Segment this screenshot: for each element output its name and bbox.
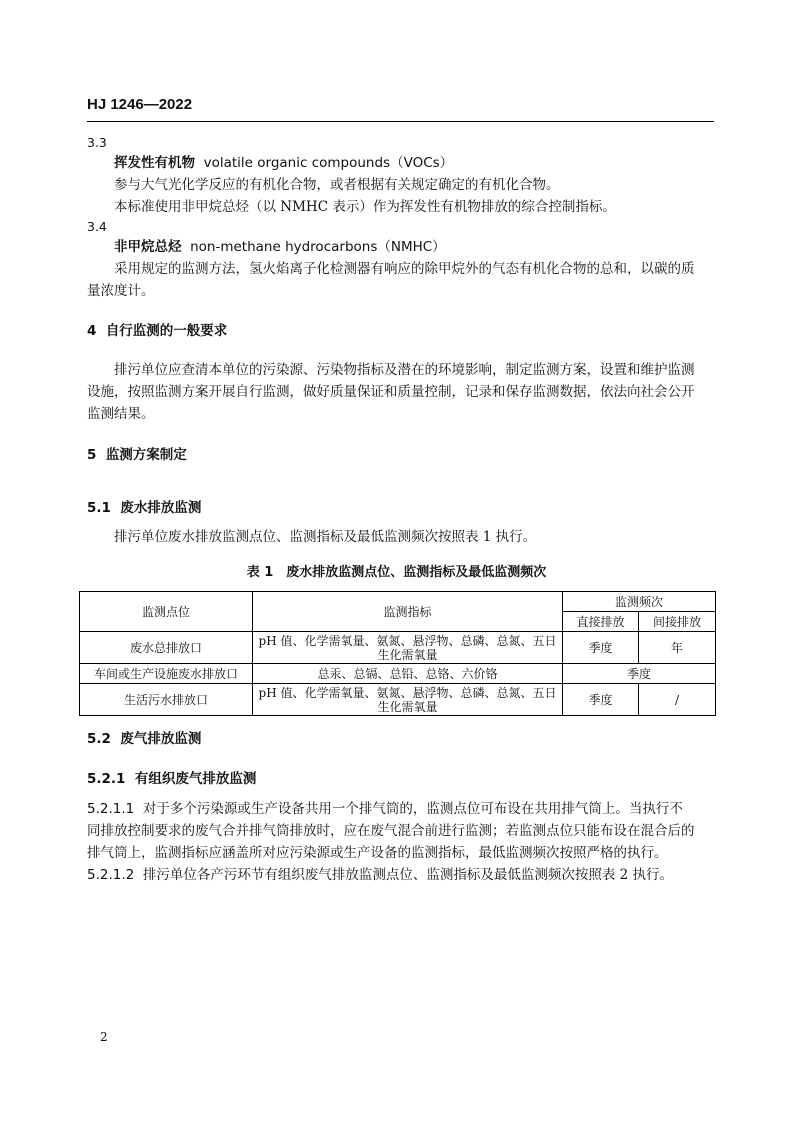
section-5-1-body: 排污单位废水排放监测点位、监测指标及最低监测频次按照表 1 执行。 <box>114 529 537 545</box>
table-cell-direct: 季度 <box>563 684 639 716</box>
term-3-4-number: 3.4 <box>87 219 107 234</box>
section-5-2-title: 废气排放监测 <box>120 731 202 747</box>
standard-code: HJ 1246—2022 <box>87 96 193 113</box>
section-4-line2: 设施，按照监测方案开展自行监测，做好质量保证和质量控制，记录和保存监测数据，依法向社会公开 <box>87 384 695 400</box>
section-5-2-1-title: 有组织废气排放监测 <box>134 771 257 787</box>
table-cell-indicator <box>253 684 563 716</box>
section-4-number: 4 <box>87 323 97 339</box>
page-number: 2 <box>100 1030 108 1044</box>
table-header-direct: 直接排放 <box>563 612 639 632</box>
table-cell-indicator <box>253 632 563 664</box>
indicator-line2: 生化需氧量 <box>377 699 438 714</box>
section-5-2-number: 5.2 <box>87 731 111 747</box>
section-5-heading <box>87 444 187 466</box>
term-3-4-definition-line1: 采用规定的监测方法，氢火焰离子化检测器有响应的除甲烷外的气态有机化合物的总和，以碳的质 <box>114 261 695 277</box>
term-3-4-title <box>114 236 446 258</box>
table-cell-direct: 季度 <box>563 632 639 664</box>
clause-5-2-1-2 <box>87 864 673 886</box>
clause-5-2-1-1-text1: 对于多个污染源或生产设备共用一个排气筒的，监测点位可布设在共用排气筒上。当执行不 <box>142 801 683 817</box>
table-row <box>80 664 716 684</box>
term-3-3-title-en: volatile organic compounds（VOCs） <box>203 155 454 171</box>
term-3-3-note: 本标准使用非甲烷总烃（以 NMHC 表示）作为挥发性有机物排放的综合控制指标。 <box>114 199 616 215</box>
table-cell-indirect: 年 <box>639 632 716 664</box>
clause-5-2-1-2-text: 排污单位各产污环节有组织废气排放监测点位、监测指标及最低监测频次按照表 2 执行。 <box>142 867 673 883</box>
header-rule <box>87 121 714 122</box>
table-header-indicator: 监测指标 <box>253 592 563 632</box>
table-cell-point: 生活污水排放口 <box>80 684 253 716</box>
table-row <box>80 632 716 664</box>
term-3-3-title-cn: 挥发性有机物 <box>114 155 195 171</box>
term-3-3-number: 3.3 <box>87 135 107 150</box>
clause-5-2-1-1-line3: 排气筒上，监测指标应涵盖所对应污染源或生产设备的监测指标，最低监测频次按照严格的执行。 <box>87 845 668 861</box>
term-3-3-title <box>114 152 453 174</box>
indicator-line2: 生化需氧量 <box>377 647 438 662</box>
table-1-caption: 表 1 废水排放监测点位、监测指标及最低监测频次 <box>246 565 547 580</box>
clause-5-2-1-2-number: 5.2.1.2 <box>87 867 135 883</box>
table-cell-indicator: 总汞、总镉、总铅、总铬、六价铬 <box>253 664 563 684</box>
table-header-frequency: 监测频次 <box>563 592 716 612</box>
term-3-3-definition: 参与大气光化学反应的有机化合物，或者根据有关规定确定的有机化合物。 <box>114 177 560 193</box>
indicator-line1: pH 值、化学需氧量、氨氮、悬浮物、总磷、总氮、五日 <box>258 685 557 700</box>
term-3-4-title-en: non-methane hydrocarbons（NMHC） <box>190 239 446 255</box>
table-cell-indirect: / <box>639 684 716 716</box>
table-header-point: 监测点位 <box>80 592 253 632</box>
term-3-4-title-cn: 非甲烷总烃 <box>114 239 182 255</box>
section-5-title: 监测方案制定 <box>105 447 187 463</box>
table-cell-point: 车间或生产设施废水排放口 <box>80 664 253 684</box>
indicator-line1: pH 值、化学需氧量、氨氮、悬浮物、总磷、总氮、五日 <box>258 633 557 648</box>
section-5-2-1-heading <box>87 768 256 790</box>
section-5-2-1-number: 5.2.1 <box>87 771 126 787</box>
table-row <box>80 684 716 716</box>
term-3-4-definition-line2: 量浓度计。 <box>87 283 155 299</box>
section-5-1-title: 废水排放监测 <box>120 500 202 516</box>
section-4-line1: 排污单位应查清本单位的污染源、污染物指标及潜在的环境影响，制定监测方案，设置和维护监测 <box>114 362 695 378</box>
section-4-title: 自行监测的一般要求 <box>105 323 228 339</box>
section-5-2-heading <box>87 728 201 750</box>
section-5-1-number: 5.1 <box>87 500 111 516</box>
clause-5-2-1-1-line2: 同排放控制要求的废气合并排气筒排放时，应在废气混合前进行监测；若监测点位只能布设在混合后的 <box>87 823 695 839</box>
table-cell-point: 废水总排放口 <box>80 632 253 664</box>
section-4-line3: 监测结果。 <box>87 406 155 422</box>
table-header-indirect: 间接排放 <box>639 612 716 632</box>
section-5-number: 5 <box>87 447 97 463</box>
section-5-1-heading <box>87 497 201 519</box>
table-cell-frequency: 季度 <box>563 664 716 684</box>
clause-5-2-1-1-line1 <box>87 798 683 820</box>
table-1 <box>79 591 716 716</box>
clause-5-2-1-1-number: 5.2.1.1 <box>87 801 135 817</box>
section-4-heading <box>87 320 227 342</box>
